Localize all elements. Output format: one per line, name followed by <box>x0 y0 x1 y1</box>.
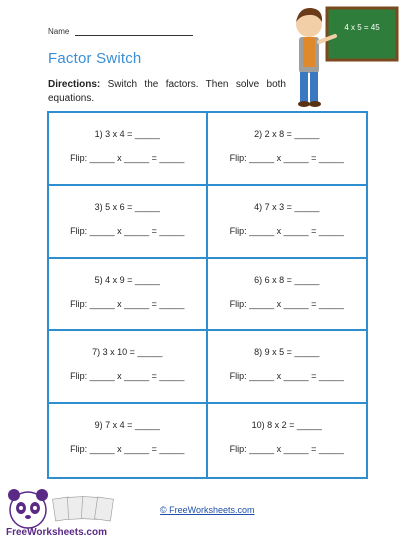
problem-cell-9 <box>49 404 208 477</box>
problem-equation[interactable]: 5) 4 x 9 = _____ <box>94 274 160 285</box>
problem-equation[interactable]: 7) 3 x 10 = _____ <box>92 347 163 358</box>
problem-cell-7 <box>49 331 208 404</box>
problem-cell-4 <box>208 186 367 259</box>
problem-equation[interactable]: 4) 7 x 3 = _____ <box>254 201 320 212</box>
problem-equation[interactable]: 6) 6 x 8 = _____ <box>254 274 320 285</box>
problem-flip[interactable]: Flip: _____ x _____ = _____ <box>70 153 185 163</box>
problem-equation[interactable]: 3) 5 x 6 = _____ <box>94 201 160 212</box>
problem-cell-1 <box>49 113 208 186</box>
chalkboard <box>327 8 397 60</box>
problem-cell-8 <box>208 331 367 404</box>
panda-nose <box>25 515 31 519</box>
boy-leg-left <box>300 72 308 102</box>
problem-flip[interactable]: Flip: _____ x _____ = _____ <box>70 225 185 236</box>
boy-vest <box>303 37 315 67</box>
footer-link[interactable]: © FreeWorksheets.com <box>160 505 255 515</box>
problem-flip[interactable]: Flip: _____ x _____ = _____ <box>70 444 185 455</box>
panda-eye-right <box>33 506 37 510</box>
directions-text: Switch the factors. Then solve both equations. <box>48 79 286 104</box>
panda-ear-right <box>36 489 48 501</box>
problem-flip[interactable]: Flip: _____ x _____ = _____ <box>229 298 344 309</box>
problem-flip[interactable]: Flip: _____ x _____ = _____ <box>70 298 185 309</box>
directions <box>48 78 286 105</box>
logo-text: FreeWorksheets.com <box>6 527 107 538</box>
problem-flip[interactable]: Flip: _____ x _____ = _____ <box>229 371 344 382</box>
panda-eye-left <box>19 506 23 510</box>
problem-cell-2 <box>208 113 367 186</box>
problem-cell-5 <box>49 259 208 332</box>
problem-grid <box>47 111 368 479</box>
problem-flip[interactable]: Flip: _____ x _____ = _____ <box>229 225 344 236</box>
problem-flip[interactable]: Flip: _____ x _____ = _____ <box>229 153 344 163</box>
boy-shoe-right <box>309 101 321 107</box>
problem-cell-10 <box>208 404 367 477</box>
problem-flip[interactable]: Flip: _____ x _____ = _____ <box>70 371 185 382</box>
name-label: Name <box>48 27 70 36</box>
problem-equation[interactable]: 9) 7 x 4 = _____ <box>94 420 160 431</box>
name-line[interactable] <box>75 27 193 36</box>
directions-label: Directions: <box>48 79 101 90</box>
panda-ear-left <box>8 489 20 501</box>
problem-equation[interactable]: 10) 8 x 2 = _____ <box>251 420 322 431</box>
problem-cell-3 <box>49 186 208 259</box>
problem-flip[interactable]: Flip: _____ x _____ = _____ <box>229 444 344 455</box>
chalkboard-text: 4 x 5 = 45 <box>344 23 380 32</box>
problem-cell-6 <box>208 259 367 332</box>
teacher-illustration <box>287 2 399 110</box>
name-row <box>48 27 193 36</box>
freeworksheets-logo <box>2 488 152 538</box>
worksheet-title: Factor Switch <box>48 50 142 67</box>
boy-shoe-left <box>298 101 310 107</box>
problem-equation[interactable]: 1) 3 x 4 = _____ <box>94 129 160 139</box>
problem-equation[interactable]: 2) 2 x 8 = _____ <box>254 129 320 139</box>
problem-equation[interactable]: 8) 9 x 5 = _____ <box>254 347 320 358</box>
boy-leg-right <box>310 72 318 102</box>
worksheet-thumb-4 <box>95 497 114 521</box>
